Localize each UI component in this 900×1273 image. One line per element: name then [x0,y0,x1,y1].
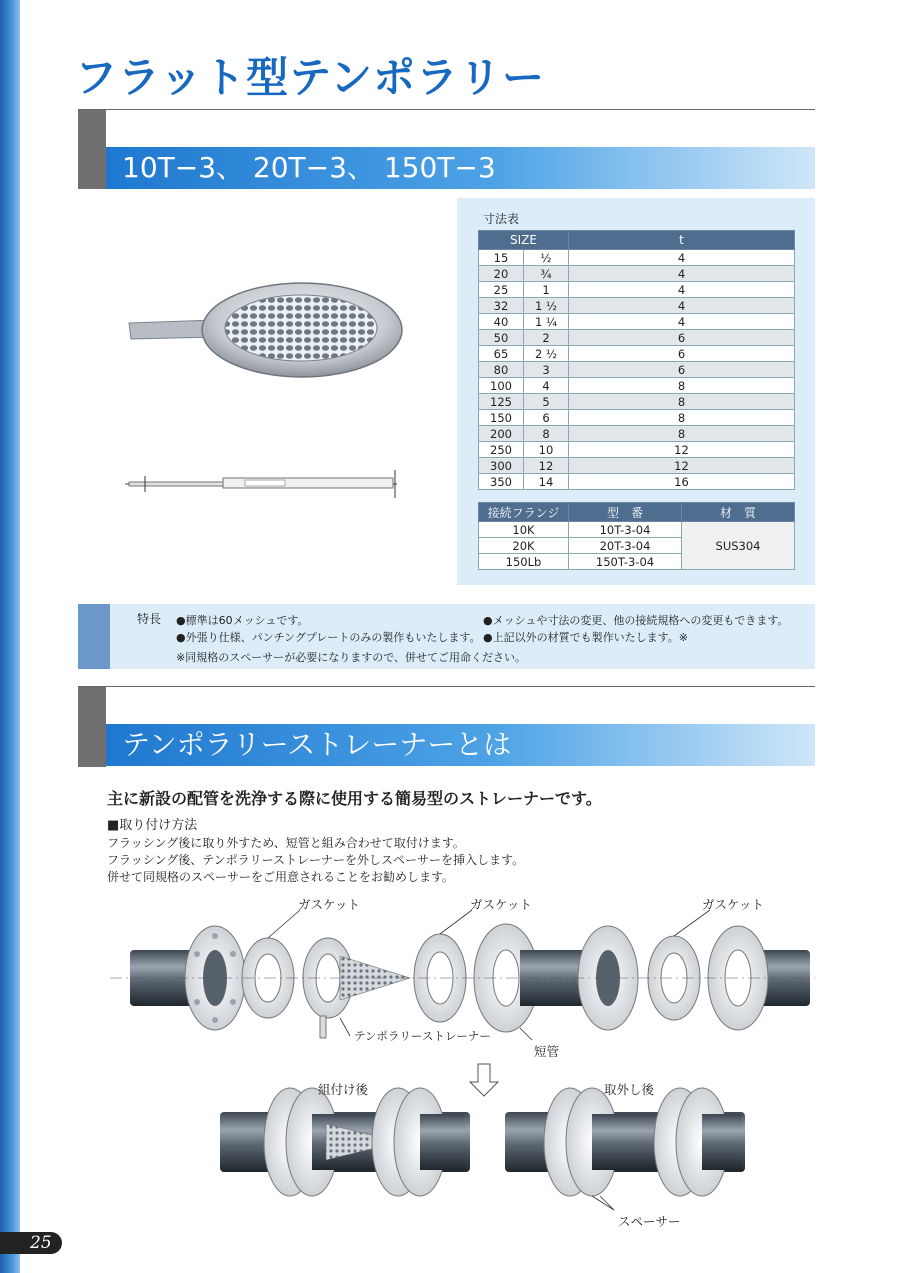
thickness-cell: 12 [569,458,795,474]
section1-rule [78,109,815,110]
strainer-product-illustration [105,200,445,570]
size-inch-cell: 1 ½ [524,298,569,314]
col-header-flange: 接続フランジ [479,503,569,522]
size-mm-cell: 200 [479,426,524,442]
thickness-cell: 12 [569,442,795,458]
table-row [479,394,795,410]
page-title: フラット型テンポラリー [75,53,546,102]
table-row [479,442,795,458]
installation-diagram [100,890,820,1220]
model-cell: 10T-3-04 [569,522,682,538]
table-row [479,346,795,362]
thickness-cell: 8 [569,410,795,426]
thickness-cell: 6 [569,362,795,378]
table-row [479,250,795,266]
section2-tab [78,687,106,767]
page-number: 25 [0,1232,62,1254]
feature-item: ●外張り仕様、パンチングプレートのみの製作もいたします。 [176,631,481,644]
thickness-cell: 6 [569,346,795,362]
mounting-method-heading: ■取り付け方法 [107,818,198,833]
thickness-cell: 4 [569,282,795,298]
body-line: フラッシング後に取り外すため、短管と組み合わせて取付けます。 [107,836,465,850]
gasket-label: ガスケット [470,897,532,912]
spacer-label: スペーサー [618,1214,681,1229]
size-inch-cell: 3 [524,362,569,378]
size-inch-cell: 14 [524,474,569,490]
col-header-size: SIZE [479,231,569,250]
after-assembly-label: 組付け後 [318,1082,369,1097]
table-row [479,378,795,394]
thickness-cell: 16 [569,474,795,490]
thickness-cell: 6 [569,330,795,346]
size-mm-cell: 100 [479,378,524,394]
col-header-material: 材 質 [682,503,795,522]
table-row [479,314,795,330]
size-mm-cell: 350 [479,474,524,490]
thickness-cell: 4 [569,250,795,266]
flange-cell: 150Lb [479,554,569,570]
col-header-t: t [569,231,795,250]
size-mm-cell: 25 [479,282,524,298]
feature-note: ※同規格のスペーサーが必要になりますので、併せてご用命ください。 [176,651,526,664]
size-inch-cell: 2 ½ [524,346,569,362]
size-inch-cell: 4 [524,378,569,394]
dimension-table [478,230,795,490]
table-row [479,330,795,346]
size-mm-cell: 125 [479,394,524,410]
table-row [479,362,795,378]
features-label: 特長 [137,612,162,626]
table-row [479,474,795,490]
table-row [479,282,795,298]
size-inch-cell: 8 [524,426,569,442]
size-inch-cell: 5 [524,394,569,410]
size-mm-cell: 40 [479,314,524,330]
table-row [479,266,795,282]
product-photo-area [105,200,445,570]
table-row [479,458,795,474]
thickness-cell: 8 [569,378,795,394]
strainer-label: テンポラリーストレーナー [354,1029,491,1043]
feature-item: ●上記以外の材質でも製作いたします。※ [483,631,688,644]
section1-heading: 10T−3、 20T−3、 150T−3 [106,147,815,189]
thickness-cell: 8 [569,426,795,442]
flange-cell: 20K [479,538,569,554]
section1-tab [78,110,106,189]
size-mm-cell: 80 [479,362,524,378]
model-cell: 20T-3-04 [569,538,682,554]
body-line: フラッシング後、テンポラリーストレーナーを外しスペーサーを挿入します。 [107,853,525,867]
table-row [479,426,795,442]
size-inch-cell: 1 [524,282,569,298]
size-mm-cell: 20 [479,266,524,282]
body-line: 併せて同規格のスペーサーをご用意されることをお勧めします。 [107,870,455,884]
thickness-cell: 4 [569,266,795,282]
thickness-cell: 8 [569,394,795,410]
left-accent-bar [0,0,20,1273]
features-tab [78,604,110,669]
gasket-label: ガスケット [702,897,764,912]
material-cell: SUS304 [682,522,795,570]
model-table [478,502,795,570]
size-mm-cell: 15 [479,250,524,266]
table-row [479,522,795,538]
thickness-cell: 4 [569,298,795,314]
size-mm-cell: 250 [479,442,524,458]
feature-item: ●標準は60メッシュです。 [176,614,309,627]
size-mm-cell: 150 [479,410,524,426]
table-row [479,410,795,426]
size-inch-cell: 2 [524,330,569,346]
thickness-cell: 4 [569,314,795,330]
section2-lead: 主に新設の配管を洗浄する際に使用する簡易型のストレーナーです。 [107,789,602,808]
gasket-label: ガスケット [298,897,360,912]
size-mm-cell: 300 [479,458,524,474]
dimension-table-caption: 寸法表 [483,212,520,226]
section2-heading: テンポラリーストレーナーとは [106,724,815,766]
size-mm-cell: 50 [479,330,524,346]
size-inch-cell: 10 [524,442,569,458]
col-header-model: 型 番 [569,503,682,522]
size-inch-cell: 6 [524,410,569,426]
short-pipe-label: 短管 [534,1044,560,1059]
table-row [479,298,795,314]
flange-cell: 10K [479,522,569,538]
size-inch-cell: ¾ [524,266,569,282]
size-mm-cell: 65 [479,346,524,362]
size-inch-cell: 1 ¼ [524,314,569,330]
size-inch-cell: 12 [524,458,569,474]
feature-item: ●メッシュや寸法の変更、他の接続規格への変更もできます。 [483,614,789,627]
size-mm-cell: 32 [479,298,524,314]
section2-rule [78,686,815,687]
size-inch-cell: ½ [524,250,569,266]
after-removal-label: 取外し後 [604,1082,655,1097]
model-cell: 150T-3-04 [569,554,682,570]
